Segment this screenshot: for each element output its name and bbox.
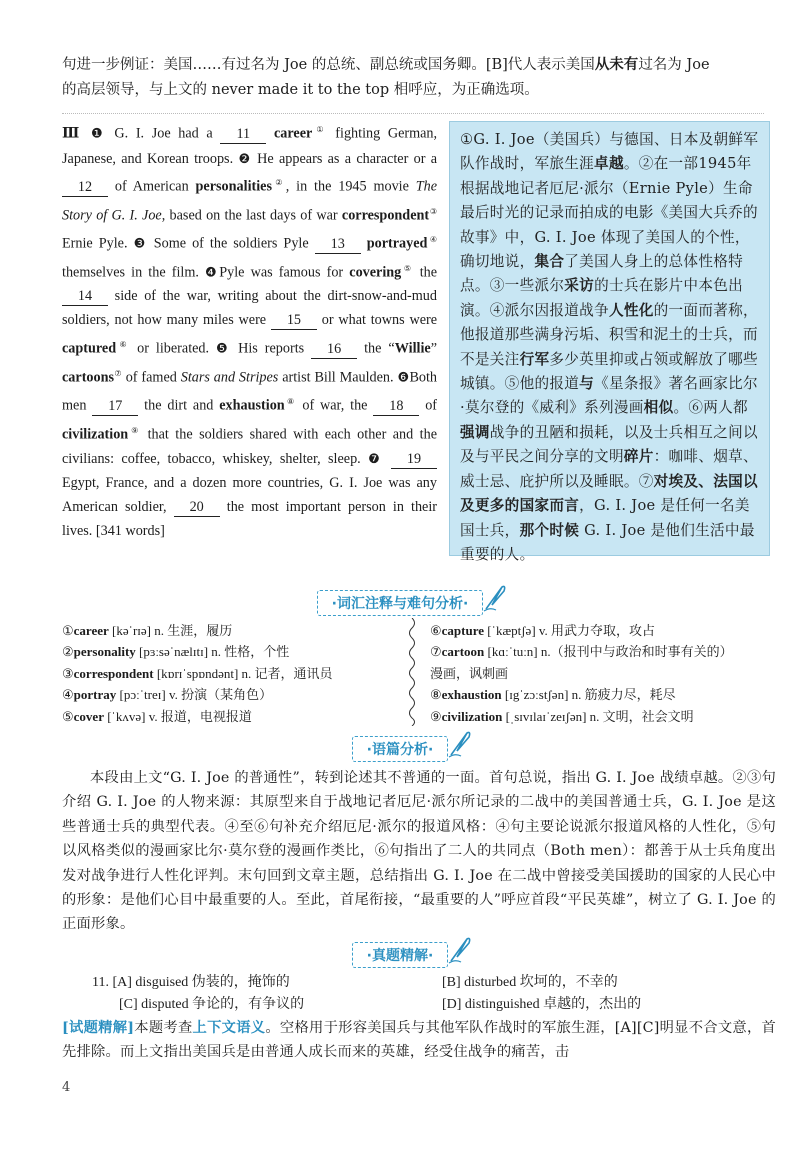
translation-bold: 行军 bbox=[519, 350, 550, 368]
blank-11: 11 bbox=[220, 125, 266, 144]
analysis-heading-box bbox=[352, 736, 449, 762]
vocab-def: [ɪgˈzɔːstʃən] n. 筋疲力尽，耗尽 bbox=[501, 687, 676, 703]
keyword: portrayed bbox=[366, 236, 428, 253]
blank-20: 20 bbox=[174, 498, 220, 517]
vocab-def: 漫画，讽刺画 bbox=[430, 665, 509, 681]
passage-text: He appears as a character or a bbox=[257, 150, 438, 167]
vocab-num: ④ bbox=[62, 687, 74, 703]
vocab-list-left bbox=[62, 620, 402, 727]
english-passage bbox=[62, 118, 437, 543]
analysis-heading-text: ·语篇分析· bbox=[366, 742, 434, 758]
passage-text: or what towns were bbox=[321, 312, 438, 329]
vocab-item bbox=[430, 641, 775, 662]
vocab-list-right bbox=[430, 620, 775, 727]
vocab-word: career bbox=[73, 623, 109, 638]
section-number: Ⅲ bbox=[62, 125, 84, 142]
translation-bold: 强调 bbox=[460, 423, 490, 441]
translation-text: 。⑥两人都 bbox=[673, 399, 748, 417]
vocab-word: cartoon bbox=[441, 644, 485, 660]
keyword: personalities bbox=[195, 179, 272, 196]
keyword: correspondent bbox=[341, 207, 430, 224]
vocab-def: [pɜːsəˈnælɪtɪ] n. 性格，个性 bbox=[135, 644, 290, 660]
vocab-def: [ˈkʌvə] v. 报道，电视报道 bbox=[103, 708, 252, 724]
vocab-word: capture bbox=[441, 623, 485, 638]
question-11-option-d bbox=[442, 994, 641, 1016]
analysis-heading bbox=[0, 736, 800, 762]
translation-text: ，G. I. Joe 是任何一名美国士兵， bbox=[460, 497, 750, 539]
vocab-heading-box bbox=[317, 590, 484, 616]
keyword: captured bbox=[62, 340, 117, 357]
vocab-num: ⑦ bbox=[430, 644, 442, 660]
answers-heading-box bbox=[352, 942, 449, 968]
vocab-def: [pɔːˈtreɪ] v. 扮演（某角色） bbox=[116, 687, 273, 703]
word-count: [341 words] bbox=[95, 522, 165, 539]
translation-bold: 采访 bbox=[564, 277, 595, 295]
passage-text: fighting German, Japanese, and Korean troops. bbox=[62, 125, 438, 167]
option-b: [B] disturbed 坎坷的，不幸的 bbox=[442, 975, 618, 990]
question-11-option-a bbox=[92, 972, 290, 994]
vocab-item bbox=[62, 620, 402, 641]
quill-icon bbox=[447, 935, 473, 965]
vocab-item bbox=[62, 684, 402, 705]
blank-15: 15 bbox=[271, 311, 317, 330]
vocab-heading bbox=[0, 590, 800, 616]
passage-text: His reports bbox=[238, 340, 305, 357]
vocab-word: personality bbox=[73, 644, 136, 660]
intro-line2: 的高层领导，与上文的 never made it to the top 相呼应，为正确选项。 bbox=[62, 82, 539, 98]
quill-icon bbox=[447, 729, 473, 759]
vocab-num: ⑨ bbox=[430, 708, 442, 724]
vocab-word: cover bbox=[73, 708, 104, 724]
passage-text: the “ bbox=[364, 340, 395, 357]
footnote-marker: ⑦ bbox=[114, 368, 122, 378]
blank-12: 12 bbox=[62, 178, 108, 197]
answers-heading bbox=[0, 942, 800, 968]
passage-text: Both men bbox=[62, 369, 438, 414]
blank-16: 16 bbox=[311, 340, 357, 359]
keyword: Willie bbox=[394, 340, 431, 357]
vocab-item bbox=[62, 663, 402, 684]
footnote-marker: ① bbox=[312, 125, 328, 134]
translation-bold: 人性化 bbox=[608, 301, 654, 319]
translation-text: 多少英里抑或占领或解放了哪些城镇。⑤他的报道 bbox=[460, 350, 758, 393]
quill-icon bbox=[482, 583, 508, 613]
passage-text: of American bbox=[114, 179, 189, 196]
blank-13: 13 bbox=[315, 235, 361, 254]
vocab-word: correspondent bbox=[73, 665, 154, 681]
vocab-num: ⑥ bbox=[430, 623, 442, 638]
sentence-number: ❶ bbox=[91, 125, 107, 141]
intro-line1-a: 句进一步例证：美国……有过名为 Joe 的总统、副总统或国务卿。[B]代人表示美国 bbox=[62, 57, 595, 73]
explanation-highlight: 上下文语义 bbox=[192, 1020, 266, 1036]
translation-bold: 与 bbox=[579, 375, 595, 393]
translation-bold: 碎片 bbox=[623, 448, 654, 466]
passage-text: of war, the bbox=[302, 397, 368, 414]
translation-text: 的士兵在影片中本色出演。④派尔因报道战争 bbox=[460, 277, 744, 319]
vocab-num: ② bbox=[62, 644, 74, 660]
newspaper-title: Stars and Stripes bbox=[180, 369, 279, 386]
option-a: [A] disguised 伪装的，掩饰的 bbox=[112, 975, 290, 990]
movie-title: The Story of G. I. Joe bbox=[62, 179, 438, 224]
translation-bold: 相似 bbox=[643, 399, 674, 417]
translation-text: G. I. Joe 是他们生活中最重要的人。 bbox=[460, 521, 755, 563]
blank-14: 14 bbox=[62, 287, 108, 306]
passage-text: side of the war, writing about the dirt-snow-and-mud soldiers, not how many miles were bbox=[62, 288, 437, 329]
sentence-number: ❻ bbox=[397, 369, 410, 385]
sentence-number: ❺ bbox=[216, 340, 232, 356]
vocab-item bbox=[62, 641, 402, 662]
sentence-number: ❷ bbox=[238, 150, 252, 166]
vocab-word: exhaustion bbox=[441, 687, 502, 703]
passage-text: of bbox=[425, 397, 438, 414]
passage-text: , based on the last days of war bbox=[161, 207, 338, 224]
passage-text: Ernie Pyle. bbox=[62, 236, 128, 253]
explanation-text: 本题考查 bbox=[134, 1020, 193, 1036]
footnote-marker: ④ bbox=[427, 235, 438, 245]
vocab-item bbox=[430, 620, 775, 641]
sentence-number: ❹ bbox=[205, 264, 220, 280]
explanation-tag: [试题精解] bbox=[62, 1020, 135, 1036]
intro-line1-b: 过名为 Joe bbox=[638, 57, 710, 73]
vocab-num: ① bbox=[62, 623, 74, 638]
translation-bold: 对埃及、法国以及更多的国家而言 bbox=[460, 472, 758, 515]
section-divider bbox=[62, 113, 764, 114]
wavy-divider bbox=[405, 618, 419, 726]
vocab-def: [ˌsɪvɪlaɪˈzeɪʃən] n. 文明，社会文明 bbox=[502, 708, 694, 724]
translation-text: ①G. I. Joe（美国兵）与德国、日本及朝鲜军队作战时，军旅生涯 bbox=[460, 131, 759, 173]
passage-text: the most important person in their lives. bbox=[62, 498, 438, 539]
translation-bold: 卓越 bbox=[594, 155, 624, 173]
translation-box bbox=[449, 121, 770, 563]
keyword: exhaustion bbox=[219, 397, 285, 414]
explanation-text: 。空格用于形容美国兵与其他军队作战时的军旅生涯，[A][C]明显不合文意，首先排除。而上文指出美国兵是由普通人成长而来的英雄，经受住战争的痛苦，击 bbox=[62, 1020, 777, 1061]
discourse-analysis: 本段由上文“G. I. Joe 的普通性”，转到论述其不普通的一面。首句总说，指出 G. I. Joe 战绩卓越。②③句介绍 G. I. Joe 的人物来源：其原型来自于战地记者厄尼·派尔所记录的二战中的美国普通士兵，G. I. Joe 是这些普通士兵的典型代表。④至⑥句补充介绍厄尼·派尔的报道风格：④句主要论说派尔报道风格的人性化，⑤句以风格类似的漫画家比尔·莫尔登的漫画作类比，⑥句指出了二人的共同点（Both men）：都善于从士兵角度出发对战争进行人性化评判。末句回到文章主题，总结指出 G. I. Joe 在二战中曾接受美国援助的国家的人民心中的形象：是他们心目中最重要的人。至此，首尾衔接，“最重要的人”呼应首段“平民英雄”，树立了 G. I. Joe 的正面形象。 bbox=[62, 770, 776, 933]
blank-19: 19 bbox=[391, 450, 437, 469]
vocab-def: [ˈkæptʃə] v. 用武力夺取，攻占 bbox=[484, 623, 656, 638]
option-d: [D] distinguished 卓越的，杰出的 bbox=[442, 997, 642, 1012]
keyword: career bbox=[273, 125, 313, 142]
keyword: civilization bbox=[62, 426, 129, 443]
footnote-marker: ⑧ bbox=[284, 397, 297, 407]
page-number: 4 bbox=[62, 1080, 71, 1095]
translation-text: 《星条报》著名画家比尔·莫尔登的《威利》系列漫画 bbox=[460, 375, 758, 417]
footnote-marker: ⑤ bbox=[401, 263, 414, 273]
passage-text: themselves in the film. bbox=[62, 264, 199, 281]
answers-heading-text: ·真题精解· bbox=[366, 948, 434, 964]
option-c: [C] disputed 争论的，有争议的 bbox=[119, 997, 305, 1012]
blank-18: 18 bbox=[373, 397, 419, 416]
vocab-item bbox=[430, 684, 775, 705]
passage-text: or liberated. bbox=[137, 340, 210, 357]
passage-text: , in the 1945 movie bbox=[285, 179, 409, 196]
blank-17: 17 bbox=[92, 397, 138, 416]
sentence-number: ❸ bbox=[133, 236, 148, 252]
passage-text: that the soldiers shared with each other and the civilians: coffee, tobacco, whiskey, shelter, sleep. bbox=[62, 426, 438, 468]
sentence-number: ❼ bbox=[368, 451, 384, 467]
answer-explanation bbox=[62, 1016, 776, 1065]
translation-bold: 集合 bbox=[534, 253, 565, 271]
passage-text: ” bbox=[430, 340, 438, 357]
vocab-item bbox=[430, 706, 775, 727]
question-11-option-b bbox=[442, 972, 618, 994]
keyword: covering bbox=[349, 264, 402, 281]
footnote-marker: ⑨ bbox=[128, 425, 142, 435]
question-11-option-c bbox=[119, 994, 304, 1016]
translation-text: 。②在一部1945年根据战地记者厄尼·派尔（Ernie Pyle）生命最后时光的记录而拍成的电影《美国大兵乔的故事》中，G. I. Joe 体现了美国人的个性，确切地说， bbox=[460, 155, 758, 271]
vocab-num: ⑤ bbox=[62, 708, 74, 724]
vocab-def: [kɒrɪˈspɒndənt] n. 记者，通讯员 bbox=[153, 665, 333, 681]
passage-text: Pyle was famous for bbox=[219, 264, 344, 281]
question-number: 11. bbox=[92, 975, 109, 990]
vocab-def: [kɑːˈtuːn] n.（报刊中与政治和时事有关的） bbox=[484, 644, 733, 660]
footnote-marker: ⑥ bbox=[116, 340, 131, 350]
vocab-num: ⑧ bbox=[430, 687, 442, 703]
vocab-item bbox=[62, 706, 402, 727]
vocab-heading-text: ·词汇注释与难句分析· bbox=[331, 596, 469, 612]
intro-line1-bold: 从未有 bbox=[594, 56, 639, 73]
passage-text: artist Bill Maulden. bbox=[282, 369, 394, 386]
translation-text: 的一面而著称，他报道那些满身污垢、积雪和泥土的士兵，而不是关注 bbox=[460, 301, 758, 368]
passage-text: Egypt, France, and a dozen more countries, G. I. Joe was any American soldier, bbox=[62, 474, 437, 515]
translation-text: 了美国人身上的总体性格特点。③一些派尔 bbox=[460, 253, 744, 295]
passage-text: G. I. Joe had a bbox=[114, 125, 213, 142]
translation-bold: 那个时候 bbox=[519, 521, 580, 539]
vocab-word: civilization bbox=[441, 708, 503, 724]
keyword: cartoons bbox=[62, 369, 115, 386]
vocab-num: ③ bbox=[62, 665, 74, 681]
footnote-marker: ② bbox=[272, 178, 286, 188]
passage-text: of famed bbox=[125, 369, 177, 386]
footnote-marker: ③ bbox=[429, 206, 437, 216]
translation-text: 战争的丑陋和损耗，以及士兵相互之间以及与平民之间分享的文明 bbox=[460, 423, 758, 466]
passage-text: Some of the soldiers Pyle bbox=[153, 236, 309, 253]
intro-paragraph bbox=[62, 52, 764, 103]
vocab-def: [kəˈrɪə] n. 生涯，履历 bbox=[108, 623, 233, 638]
vocab-item bbox=[430, 663, 775, 684]
passage-text: the bbox=[419, 264, 438, 281]
passage-text: the dirt and bbox=[144, 397, 214, 414]
translation-text: ：咖啡、烟草、威士忌、庇护所以及睡眠。⑦ bbox=[460, 448, 758, 490]
vocab-word: portray bbox=[73, 687, 117, 703]
